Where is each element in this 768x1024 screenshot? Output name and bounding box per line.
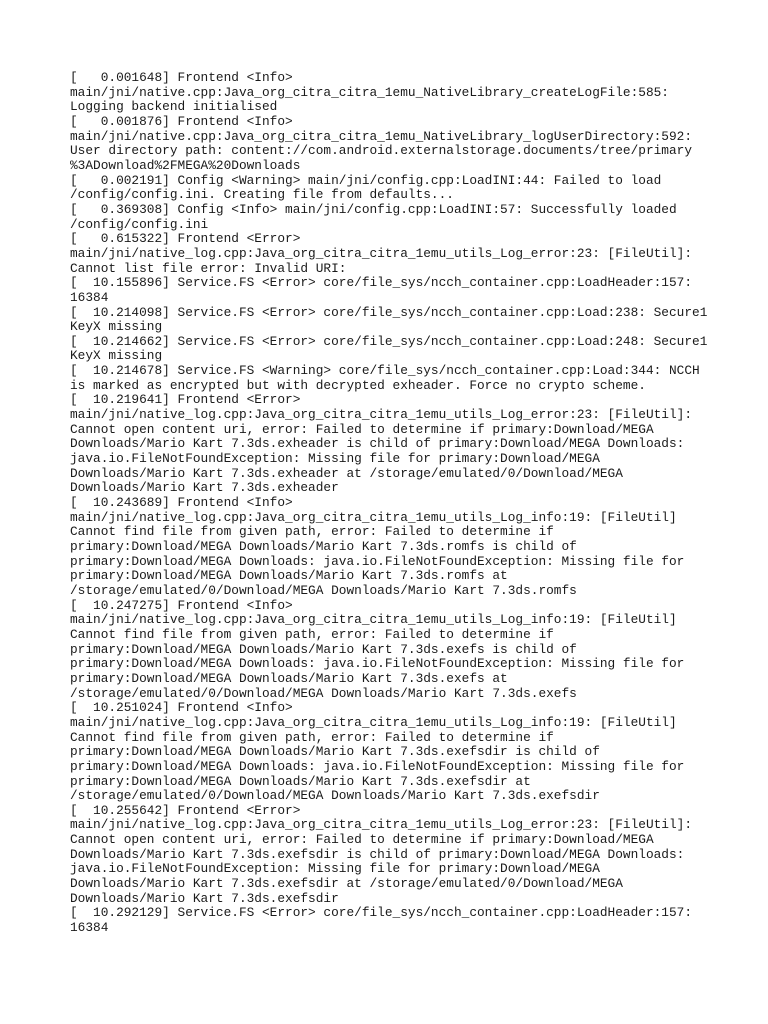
log-line: [ 10.255642] Frontend <Error>: [70, 802, 301, 818]
log-line: Downloads/Mario Kart 7.3ds.exefsdir: [70, 890, 339, 906]
log-line: primary:Download/MEGA Downloads/Mario Kart 7.3ds.exefs is child of: [70, 641, 577, 657]
log-line: Cannot find file from given path, error: Failed to determine if: [70, 626, 554, 642]
log-line: main/jni/native.cpp:Java_org_citra_citra_1emu_NativeLibrary_logUserDirectory:592:: [70, 128, 693, 144]
log-line: [ 10.247275] Frontend <Info>: [70, 597, 293, 613]
log-line: %3ADownload%2FMEGA%20Downloads: [70, 157, 301, 173]
log-line: primary:Download/MEGA Downloads: java.io.FileNotFoundException: Missing file for: [70, 553, 685, 569]
log-line: [ 10.243689] Frontend <Info>: [70, 495, 293, 511]
log-line: [ 0.001648] Frontend <Info>: [70, 70, 293, 85]
log-line: [ 10.251024] Frontend <Info>: [70, 700, 293, 716]
log-line: is marked as encrypted but with decrypted exheader. Force no crypto scheme.: [70, 377, 646, 393]
log-line: Cannot find file from given path, error: Failed to determine if: [70, 729, 554, 745]
log-line: main/jni/native.cpp:Java_org_citra_citra_1emu_NativeLibrary_createLogFile:585:: [70, 84, 669, 100]
log-line: Cannot list file error: Invalid URI:: [70, 260, 347, 276]
log-line: 16384: [70, 920, 109, 936]
log-line: Cannot open content uri, error: Failed to determine if primary:Download/MEGA: [70, 832, 654, 848]
log-line: main/jni/native_log.cpp:Java_org_citra_citra_1emu_utils_Log_error:23: [FileUtil]:: [70, 245, 693, 261]
log-line: main/jni/native_log.cpp:Java_org_citra_citra_1emu_utils_Log_info:19: [FileUtil]: [70, 714, 677, 730]
log-line: Downloads/Mario Kart 7.3ds.exheader: [70, 480, 339, 496]
log-text: [70, 71, 707, 936]
log-line: [ 10.214098] Service.FS <Error> core/file_sys/ncch_container.cpp:Load:238: Secure1: [70, 304, 708, 320]
log-line: KeyX missing: [70, 348, 163, 364]
log-line: [ 0.002191] Config <Warning> main/jni/config.cpp:LoadINI:44: Failed to load: [70, 172, 662, 188]
log-line: [ 10.292129] Service.FS <Error> core/file_sys/ncch_container.cpp:LoadHeader:157:: [70, 905, 693, 921]
log-line: Cannot open content uri, error: Failed to determine if primary:Download/MEGA: [70, 421, 654, 437]
log-line: [ 10.214678] Service.FS <Warning> core/file_sys/ncch_container.cpp:Load:344: NCCH: [70, 363, 700, 379]
log-line: primary:Download/MEGA Downloads/Mario Kart 7.3ds.exefs at: [70, 670, 508, 686]
log-line: /storage/emulated/0/Download/MEGA Downloads/Mario Kart 7.3ds.exefs: [70, 685, 577, 701]
log-line: java.io.FileNotFoundException: Missing file for primary:Download/MEGA: [70, 451, 600, 467]
log-line: Downloads/Mario Kart 7.3ds.exefsdir at /storage/emulated/0/Download/MEGA: [70, 876, 623, 892]
log-line: primary:Download/MEGA Downloads/Mario Kart 7.3ds.exefsdir at: [70, 773, 531, 789]
log-line: [ 0.369308] Config <Info> main/jni/config.cpp:LoadINI:57: Successfully loaded: [70, 201, 677, 217]
log-line: [ 10.219641] Frontend <Error>: [70, 392, 301, 408]
log-line: primary:Download/MEGA Downloads/Mario Kart 7.3ds.exefsdir is child of: [70, 744, 600, 760]
log-line: main/jni/native_log.cpp:Java_org_citra_citra_1emu_utils_Log_error:23: [FileUtil]:: [70, 407, 693, 423]
log-line: Cannot find file from given path, error: Failed to determine if: [70, 524, 554, 540]
log-line: main/jni/native_log.cpp:Java_org_citra_citra_1emu_utils_Log_error:23: [FileUtil]:: [70, 817, 693, 833]
log-line: Downloads/Mario Kart 7.3ds.exheader is child of primary:Download/MEGA Downloads:: [70, 436, 685, 452]
log-line: primary:Download/MEGA Downloads/Mario Kart 7.3ds.romfs is child of: [70, 539, 577, 554]
log-line: main/jni/native_log.cpp:Java_org_citra_citra_1emu_utils_Log_info:19: [FileUtil]: [70, 509, 677, 525]
log-line: Downloads/Mario Kart 7.3ds.exefsdir is child of primary:Download/MEGA Downloads:: [70, 846, 685, 862]
log-line: primary:Download/MEGA Downloads: java.io.FileNotFoundException: Missing file for: [70, 758, 685, 774]
log-line: /config/config.ini. Creating file from defaults...: [70, 187, 454, 203]
log-line: Downloads/Mario Kart 7.3ds.exheader at /storage/emulated/0/Download/MEGA: [70, 465, 623, 481]
log-line: KeyX missing: [70, 319, 163, 335]
log-line: Logging backend initialised: [70, 99, 278, 115]
log-line: primary:Download/MEGA Downloads/Mario Kart 7.3ds.romfs at: [70, 568, 508, 584]
log-line: [ 0.615322] Frontend <Error>: [70, 231, 301, 247]
log-line: java.io.FileNotFoundException: Missing file for primary:Download/MEGA: [70, 861, 600, 877]
log-line: 16384: [70, 289, 109, 305]
log-line: main/jni/native_log.cpp:Java_org_citra_citra_1emu_utils_Log_info:19: [FileUtil]: [70, 612, 677, 628]
log-line: [ 10.155896] Service.FS <Error> core/file_sys/ncch_container.cpp:LoadHeader:157:: [70, 275, 693, 291]
log-line: [ 10.214662] Service.FS <Error> core/file_sys/ncch_container.cpp:Load:248: Secure1: [70, 333, 708, 349]
log-line: /storage/emulated/0/Download/MEGA Downloads/Mario Kart 7.3ds.romfs: [70, 582, 577, 598]
log-line: primary:Download/MEGA Downloads: java.io.FileNotFoundException: Missing file for: [70, 656, 685, 672]
log-line: /storage/emulated/0/Download/MEGA Downloads/Mario Kart 7.3ds.exefsdir: [70, 788, 600, 804]
log-line: [ 0.001876] Frontend <Info>: [70, 113, 293, 129]
log-line: /config/config.ini: [70, 216, 209, 232]
log-line: User directory path: content://com.android.externalstorage.documents/tree/primary: [70, 143, 693, 159]
